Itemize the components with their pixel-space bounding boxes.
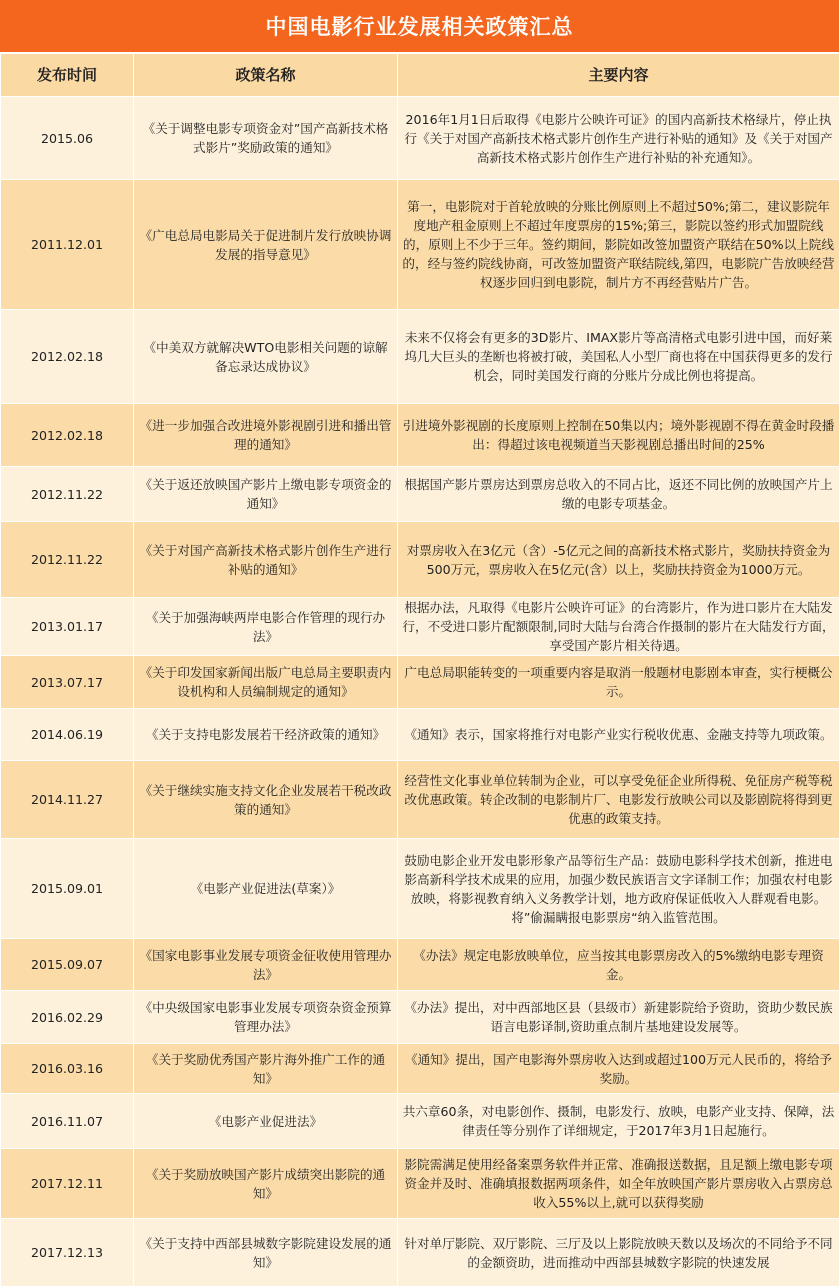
column-header-name: 政策名称 [134,54,398,97]
cell-date: 2015.06 [1,97,134,180]
cell-date: 2017.12.11 [1,1149,134,1219]
header-row [1,54,839,97]
column-header-content: 主要内容 [398,54,839,97]
cell-date: 2016.03.16 [1,1044,134,1094]
table-title: 中国电影行业发展相关政策汇总 [0,0,839,53]
cell-content: 对票房收入在3亿元（含）-5亿元之间的高新技术格式影片，奖励扶持资金为500万元，票房收入在5亿元(含）以上，奖励扶持资金为1000万元。 [398,522,839,598]
cell-content: 《办法》提出，对中西部地区县（县级市）新建影院给予资助，资助少数民族语言电影译制,资助重点制片基地建设发展等。 [398,991,839,1044]
cell-policy-name: 《电影产业促进法(草案）》 [134,839,398,939]
cell-date: 2013.01.17 [1,598,134,656]
cell-content: 根据国产影片票房达到票房总收入的不同占比，返还不同比例的放映国产片上缴的电影专项基金。 [398,467,839,522]
table-row [1,97,839,180]
cell-date: 2017.12.13 [1,1219,134,1287]
table-row [1,839,839,939]
cell-policy-name: 《关于支持电影发展若干经济政策的通知》 [134,709,398,761]
table-row [1,180,839,310]
table-row [1,1149,839,1219]
policy-table [0,53,839,1287]
cell-policy-name: 《关于调整电影专项资金对”国产高新技术格式影片”奖励政策的通知》 [134,97,398,180]
table-row [1,656,839,709]
cell-content: 未来不仅将会有更多的3D影片、IMAX影片等高清格式电影引进中国，而好莱坞几大巨头的垄断也将被打破，美国私人小型厂商也将在中国获得更多的发行机会，同时美国发行商的分账片分成比例也将提高。 [398,310,839,404]
table-row [1,1094,839,1149]
cell-content: 引进境外影视剧的长度原则上控制在50集以内；境外影视剧不得在黄金时段播出：得超过该电视频道当天影视剧总播出时间的25% [398,404,839,467]
cell-date: 2016.02.29 [1,991,134,1044]
table-row [1,522,839,598]
cell-policy-name: 《关于支持中西部县城数字影院建设发展的通知》 [134,1219,398,1287]
cell-date: 2015.09.07 [1,939,134,991]
cell-content: 经营性文化事业单位转制为企业，可以享受免征企业所得税、免征房产税等税改优惠政策。转企改制的电影制片厂、电影发行放映公司以及影剧院将得到更优惠的政策支持。 [398,761,839,839]
cell-date: 2011.12.01 [1,180,134,310]
cell-content: 共六章60条，对电影创作、摄制，电影发行、放映，电影产业支持、保障，法律责任等分别作了详细规定，于2017年3月1日起施行。 [398,1094,839,1149]
cell-policy-name: 《关于奖励优秀国产影片海外推广工作的通知》 [134,1044,398,1094]
column-header-date: 发布时间 [1,54,134,97]
cell-content: 《通知》表示，国家将推行对电影产业实行税收优惠、金融支持等九项政策。 [398,709,839,761]
cell-content: 2016年1月1日后取得《电影片公映许可证》的国内高新技术格绿片，停止执行《关于对国产高新技术格式影片创作生产进行补贴的通知》及《关于对国产高新技术格式影片创作生产进行补贴的补充通知》。 [398,97,839,180]
table-row [1,1044,839,1094]
table-row [1,991,839,1044]
cell-content: 《办法》规定电影放映单位，应当按其电影票房改入的5%缴纳电影专理资金。 [398,939,839,991]
cell-policy-name: 《电影产业促进法》 [134,1094,398,1149]
cell-content: 《通知》提出，国产电影海外票房收入达到或超过100万元人民币的，将给予奖励。 [398,1044,839,1094]
cell-content: 鼓励电影企业开发电影形象产品等衍生产品：鼓励电影科学技术创新，推进电影高新科学技术成果的应用，加强少数民族语言文字译制工作；加强农村电影放映，将影视教育纳入义务教学计划，地方政府保证低收入人群观看电影。将”偷漏瞒报电影票房“纳入监管范围。 [398,839,839,939]
cell-policy-name: 《广电总局电影局关于促进制片发行放映协调发展的指导意见》 [134,180,398,310]
cell-content: 根据办法，凡取得《电影片公映许可证》的台湾影片，作为进口影片在大陆发行，不受进口影片配额限制,同时大陆与台湾合作摄制的影片在大陆发行方面，享受国产影片相关待遇。 [398,598,839,656]
cell-date: 2016.11.07 [1,1094,134,1149]
cell-policy-name: 《关于返还放映国产影片上缴电影专项资金的通知》 [134,467,398,522]
cell-policy-name: 《中美双方就解决WTO电影相关问题的谅解备忘录达成协议》 [134,310,398,404]
table-row [1,404,839,467]
cell-date: 2012.02.18 [1,310,134,404]
cell-policy-name: 《关于加强海峡两岸电影合作管理的现行办法》 [134,598,398,656]
table-row [1,761,839,839]
cell-policy-name: 《关于奖励放映国产影片成绩突出影院的通知》 [134,1149,398,1219]
cell-content: 针对单厅影院、双厅影院、三厅及以上影院放映天数以及场次的不同给予不同的金额资助，进而推动中西部县城数字影院的快速发展 [398,1219,839,1287]
cell-date: 2012.02.18 [1,404,134,467]
table-row [1,709,839,761]
cell-content: 影院需满足使用经备案票务软件并正常、准确报送数据，且足额上缴电影专项资金并及时、准确填报数据两项条件，如全年放映国产影片票房收入占票房总收入55%以上,就可以获得奖励 [398,1149,839,1219]
cell-policy-name: 《关于对国产高新技术格式影片创作生产进行补贴的通知》 [134,522,398,598]
cell-policy-name: 《进一步加强合改进境外影视剧引进和播出管理的通知》 [134,404,398,467]
cell-date: 2015.09.01 [1,839,134,939]
table-row [1,939,839,991]
table-row [1,598,839,656]
cell-policy-name: 《中央级国家电影事业发展专项资杂资金预算管理办法》 [134,991,398,1044]
cell-date: 2012.11.22 [1,467,134,522]
cell-date: 2014.11.27 [1,761,134,839]
cell-policy-name: 《关于继续实施支持文化企业发展若干税改政策的通知》 [134,761,398,839]
cell-policy-name: 《国家电影事业发展专项资金征收使用管理办法》 [134,939,398,991]
table-row [1,1219,839,1287]
cell-policy-name: 《关于印发国家新闻出版广电总局主要职责内设机构和人员编制规定的通知》 [134,656,398,709]
cell-content: 第一，电影院对于首轮放映的分账比例原则上不超过50%;第二，建议影院年度地产租金原则上不超过年度票房的15%;第三，影院以签约形式加盟院线的，原则上不少于三年。签约期间，影院如改签加盟资产联结在50%以上院线的，经与签约院线协商，可改签加盟资产联结院线,第四，电影院广告放映经营权逐步回归到电影院，制片方不再经营贴片广告。 [398,180,839,310]
table-row [1,310,839,404]
cell-date: 2013.07.17 [1,656,134,709]
cell-content: 广电总局职能转变的一项重要内容是取消一般题材电影剧本审查，实行梗概公示。 [398,656,839,709]
cell-date: 2014.06.19 [1,709,134,761]
cell-date: 2012.11.22 [1,522,134,598]
table-row [1,467,839,522]
